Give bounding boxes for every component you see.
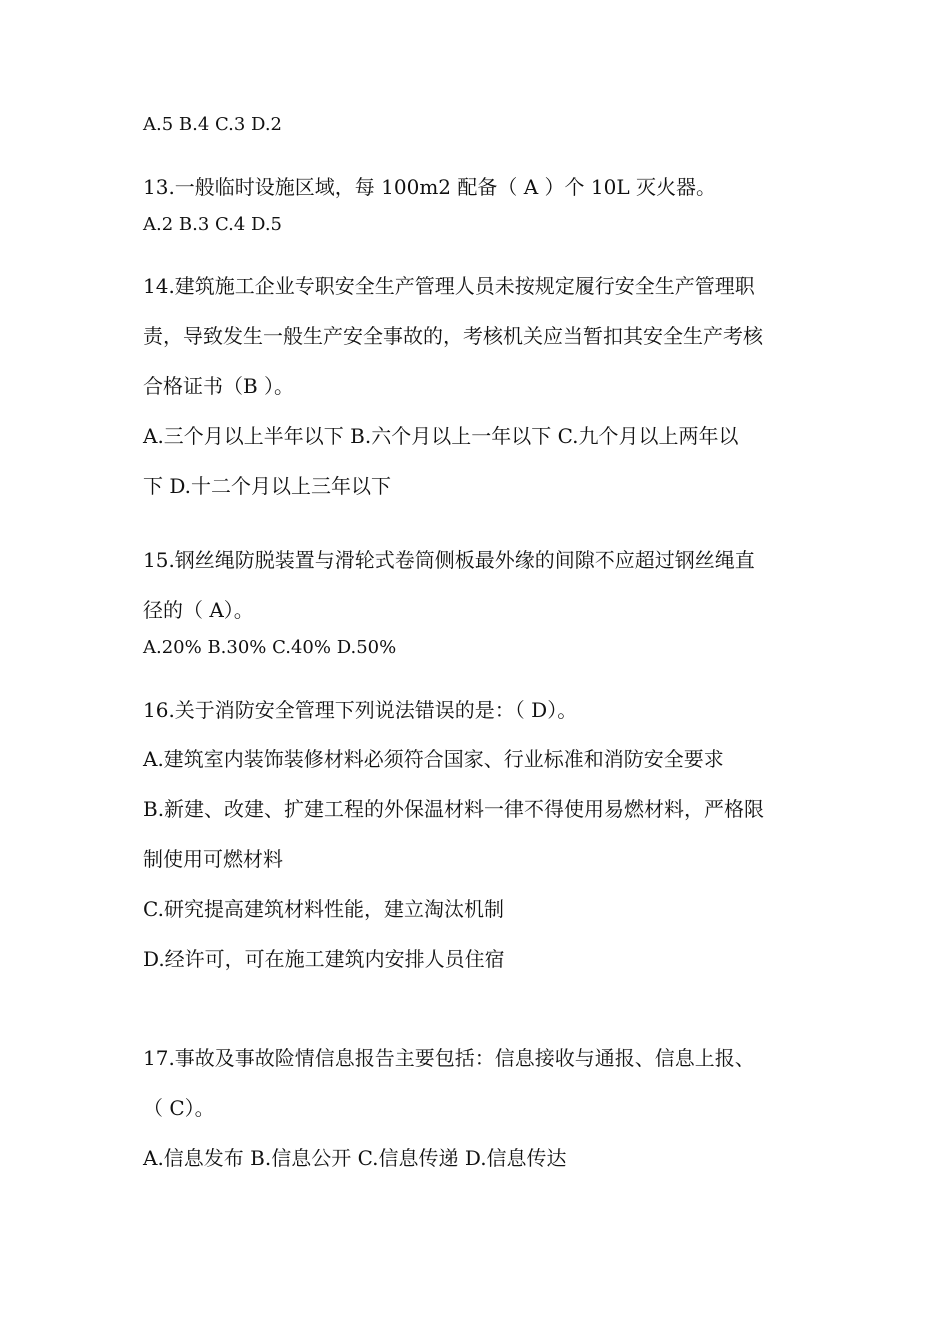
q14-options-line-2: 下 D.十二个月以上三年以下 xyxy=(143,474,392,498)
q16-stem: 16.关于消防安全管理下列说法错误的是：（ D）。 xyxy=(143,698,578,722)
q15-stem-line-1: 15.钢丝绳防脱装置与滑轮式卷筒侧板最外缘的间隙不应超过钢丝绳直 xyxy=(143,548,755,572)
q15-stem-line-2: 径的（ A）。 xyxy=(143,598,254,622)
q13-options: A.2 B.3 C.4 D.5 xyxy=(143,214,283,235)
q14-options-line-1: A.三个月以上半年以下 B.六个月以上一年以下 C.九个月以上两年以 xyxy=(143,424,739,448)
q16-option-b-line-1: B.新建、改建、扩建工程的外保温材料一律不得使用易燃材料，严格限 xyxy=(143,797,765,821)
q16-option-d: D.经许可，可在施工建筑内安排人员住宿 xyxy=(143,947,505,971)
q17-options: A.信息发布 B.信息公开 C.信息传递 D.信息传达 xyxy=(143,1146,567,1170)
q14-stem-line-1: 14.建筑施工企业专职安全生产管理人员未按规定履行安全生产管理职 xyxy=(143,274,755,298)
q13-stem: 13.一般临时设施区域，每 100m2 配备（ A ）个 10L 灭火器。 xyxy=(143,175,716,199)
q16-option-a: A.建筑室内装饰装修材料必须符合国家、行业标准和消防安全要求 xyxy=(143,747,724,771)
q15-options: A.20% B.30% C.40% D.50% xyxy=(143,637,397,658)
q16-option-c: C.研究提高建筑材料性能，建立淘汰机制 xyxy=(143,897,504,921)
q12-options: A.5 B.4 C.3 D.2 xyxy=(143,114,283,135)
q16-option-b-line-2: 制使用可燃材料 xyxy=(143,847,283,871)
q17-stem-line-2: （ C）。 xyxy=(143,1096,215,1120)
q17-stem-line-1: 17.事故及事故险情信息报告主要包括：信息接收与通报、信息上报、 xyxy=(143,1046,755,1070)
q14-stem-line-3: 合格证书（B ）。 xyxy=(143,374,295,398)
q14-stem-line-2: 责，导致发生一般生产安全事故的，考核机关应当暂扣其安全生产考核 xyxy=(143,324,763,348)
